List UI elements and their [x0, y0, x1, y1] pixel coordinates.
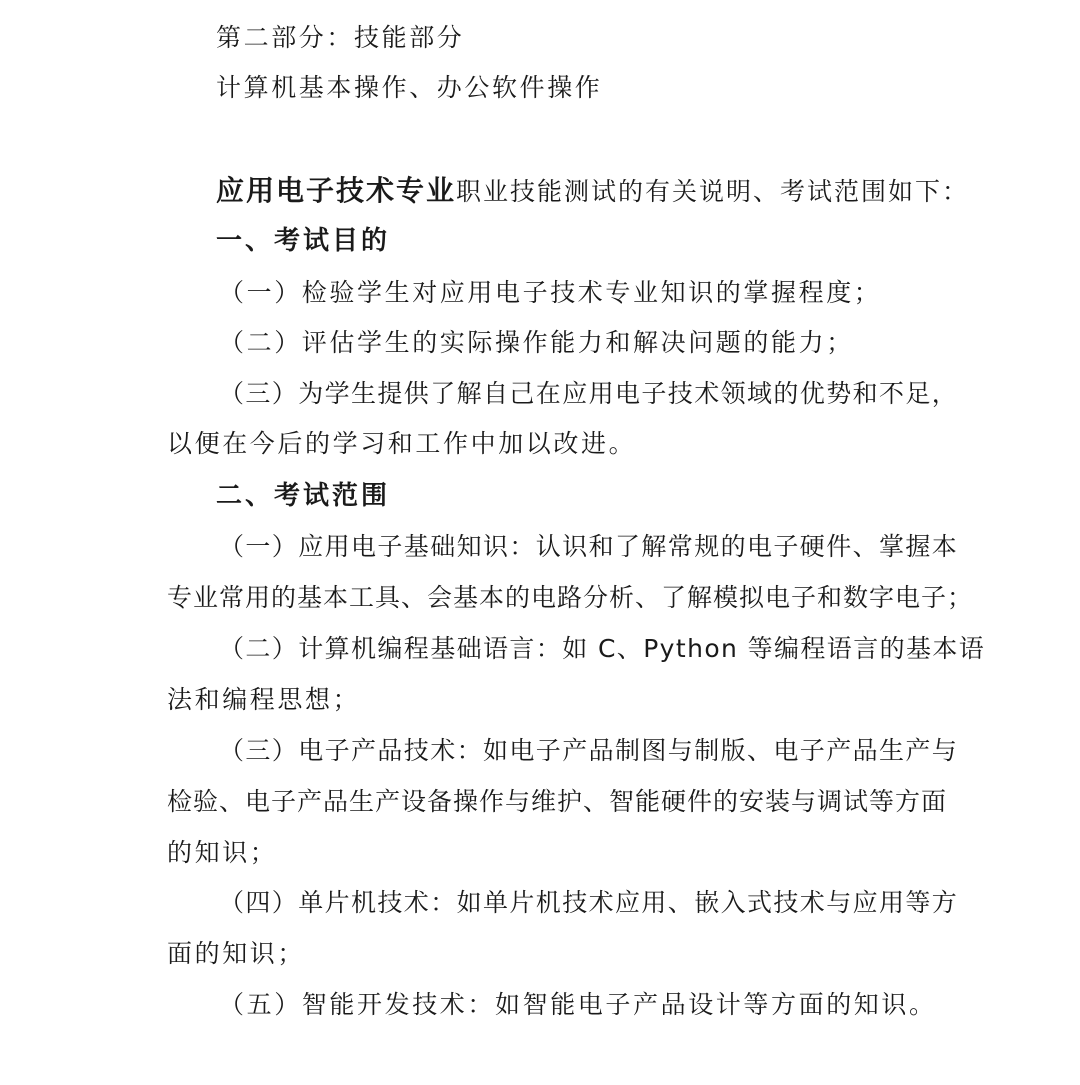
- section-title-purpose: 一、考试目的: [216, 226, 391, 256]
- part2-content: 计算机基本操作、办公软件操作: [216, 73, 603, 102]
- scope-item-1-line-2: 专业常用的基本工具、会基本的电路分析、了解模拟电子和数字电子；: [167, 583, 974, 612]
- scope-item-2-line-1: （二）计算机编程基础语言：如 C、Python 等编程语言的基本语: [219, 634, 986, 663]
- scope-item-3-line-1: （三）电子产品技术：如电子产品制图与制版、电子产品生产与: [219, 736, 959, 765]
- scope-item-4-line-1: （四）单片机技术：如单片机技术应用、嵌入式技术与应用等方: [219, 888, 959, 917]
- purpose-item-1: （一）检验学生对应用电子技术专业知识的掌握程度；: [219, 278, 882, 307]
- scope-item-3-line-3: 的知识；: [167, 838, 278, 867]
- scope-item-3-line-2: 检验、电子产品生产设备操作与维护、智能硬件的安装与调试等方面: [167, 787, 948, 816]
- part2-heading: 第二部分：技能部分: [216, 23, 465, 52]
- scope-item-4-line-2: 面的知识；: [167, 939, 306, 968]
- major-name: 应用电子技术专业: [216, 174, 457, 207]
- purpose-item-3-line-1: （三）为学生提供了解自己在应用电子技术领域的优势和不足，: [219, 379, 959, 408]
- purpose-item-3-line-2: 以便在今后的学习和工作中加以改进。: [167, 429, 637, 458]
- scope-item-2-line-2: 法和编程思想；: [167, 685, 361, 714]
- scope-item-5: （五）智能开发技术：如智能电子产品设计等方面的知识。: [219, 990, 937, 1019]
- scope-item-1-line-1: （一）应用电子基础知识：认识和了解常规的电子硬件、掌握本: [219, 532, 959, 561]
- purpose-item-2: （二）评估学生的实际操作能力和解决问题的能力；: [219, 328, 854, 357]
- section-title-scope: 二、考试范围: [216, 481, 391, 511]
- major-intro: [216, 174, 970, 209]
- major-intro-rest: 职业技能测试的有关说明、考试范围如下：: [456, 177, 970, 206]
